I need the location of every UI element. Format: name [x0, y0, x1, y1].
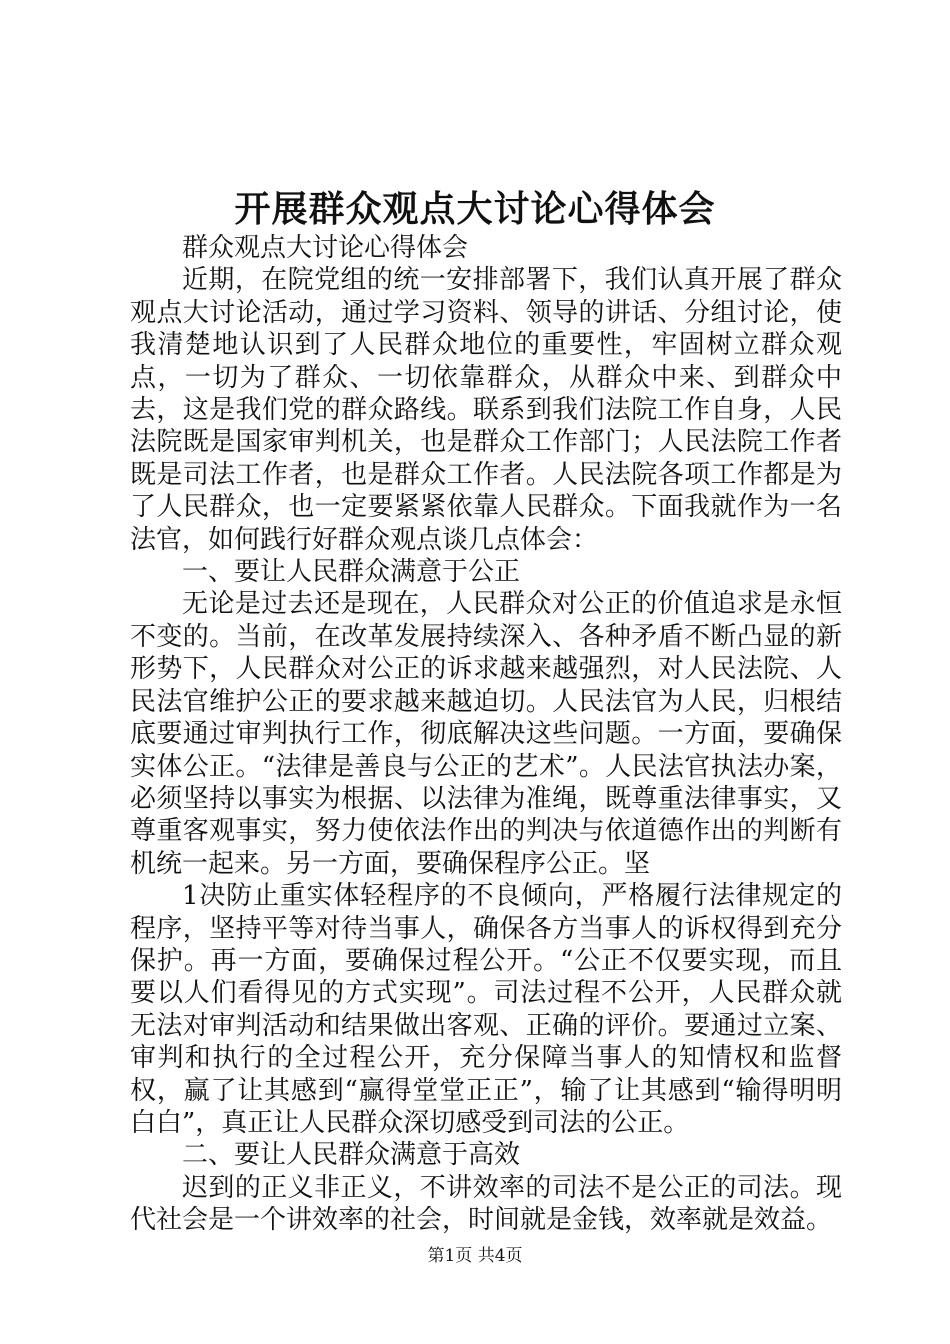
- intro-paragraph: 近期，在院党组的统一安排部署下，我们认真开展了群众观点大讨论活动，通过学习资料、领导的讲话、分组讨论，使我清楚地认识到了人民群众地位的重要性，牢固树立群众观点，一切为了群众、一切依靠群众，从群众中来、到群众中去，这是我们党的群众路线。联系到我们法院工作自身，人民法院既是国家审判机关，也是群众工作部门；人民法院工作者既是司法工作者，也是群众工作者。人民法院各项工作都是为了人民群众，也一定要紧紧依靠人民群众。下面我就作为一名法官，如何践行好群众观点谈几点体会：: [130, 265, 842, 555]
- subtitle-paragraph: 群众观点大讨论心得体会: [182, 233, 469, 263]
- section-2-paragraph: 迟到的正义非正义，不讲效率的司法不是公正的司法。现代社会是一个讲效率的社会，时间就是金钱，效率就是效益。: [130, 1172, 842, 1236]
- document-body: [130, 232, 842, 1237]
- page-footer: 第1页 共4页: [427, 1246, 523, 1266]
- document-title: 开展群众观点大讨论心得体会: [234, 188, 716, 230]
- section-1-continued-paragraph: 1决防止重实体轻程序的不良倾向，严格履行法律规定的程序，坚持平等对待当事人，确保各方当事人的诉权得到充分保护。再一方面，要确保过程公开。“公正不仅要实现，而且要以人们看得见的方式实现”。司法过程不公开，人民群众就无法对审判活动和结果做出客观、正确的评价。要通过立案、审判和执行的全过程公开，充分保障当事人的知情权和监督权，赢了让其感到“赢得堂堂正正”，输了让其感到“输得明明白白”，真正让人民群众深切感受到司法的公正。: [130, 881, 842, 1138]
- section-1-paragraph: 无论是过去还是现在，人民群众对公正的价值追求是永恒不变的。当前，在改革发展持续深入、各种矛盾不断凸显的新形势下，人民群众对公正的诉求越来越强烈，对人民法院、人民法官维护公正的要求越来越迫切。人民法官为人民，归根结底要通过审判执行工作，彻底解决这些问题。一方面，要确保实体公正。“法律是善良与公正的艺术”。人民法官执法办案，必须坚持以事实为根据、以法律为准绳，既尊重法律事实，又尊重客观事实，努力使依法作出的判决与依道德作出的判断有机统一起来。另一方面，要确保程序公正。坚: [130, 589, 842, 879]
- section-heading-1: 一、要让人民群众满意于公正: [182, 557, 521, 588]
- section-heading-2: 二、要让人民群众满意于高效: [182, 1140, 521, 1171]
